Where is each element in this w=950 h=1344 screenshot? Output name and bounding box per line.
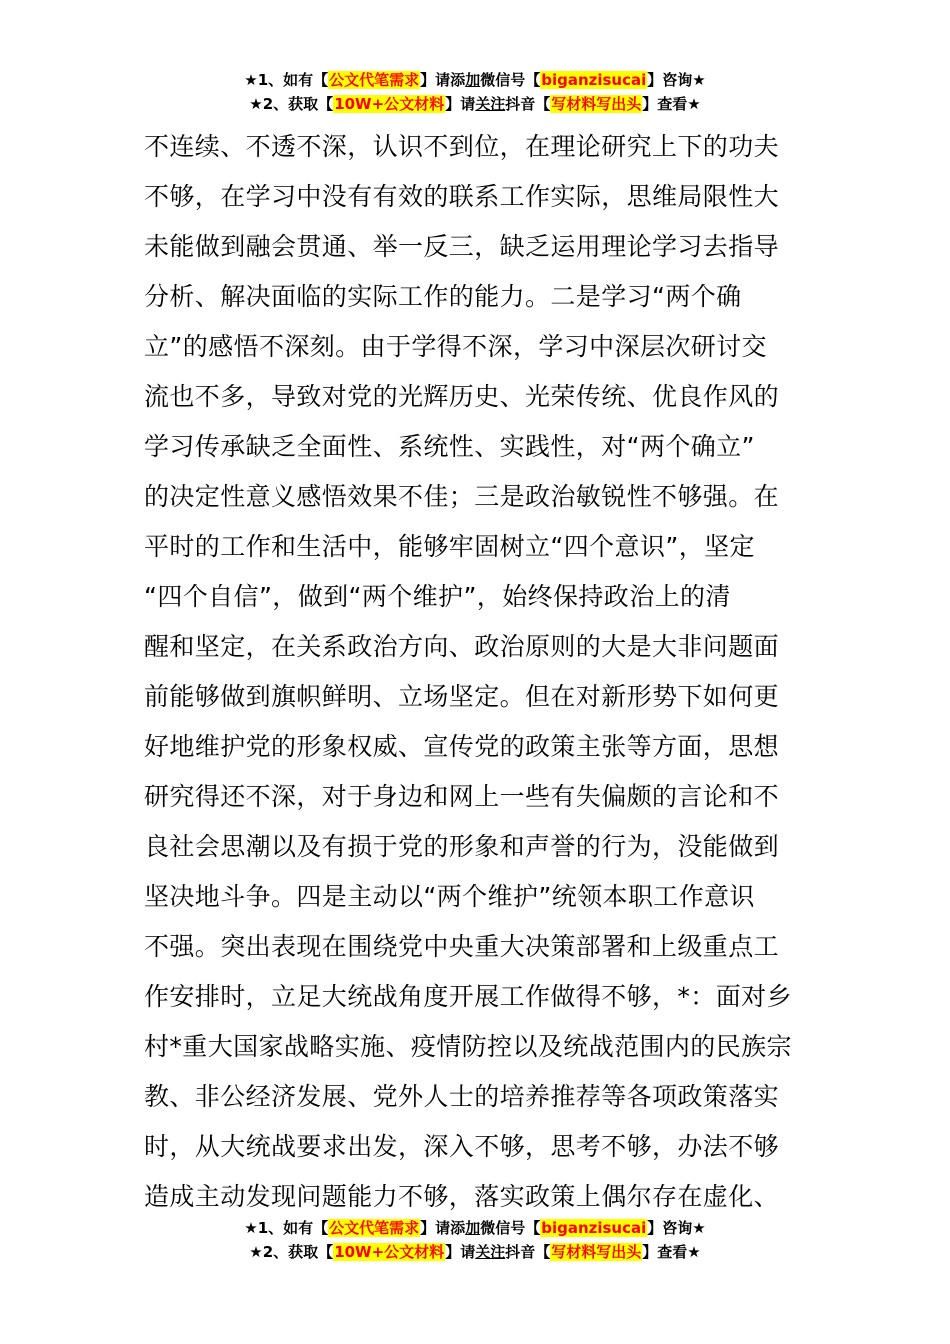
text-line: 良社会思潮以及有损于党的形象和声誉的行为，没能做到	[144, 832, 780, 861]
text-line: 不够，在学习中没有有效的联系工作实际，思维局限性大	[144, 182, 780, 211]
highlight-douyin-account: 写材料写出头	[551, 1243, 642, 1261]
text-line: 作安排时，立足大统战角度开展工作做得不够，*：面对乡	[144, 982, 792, 1011]
text-line: 造成主动发现问题能力不够，落实政策上偶尔存在虚化、	[144, 1182, 780, 1211]
highlight-wechat-id: biganzisucai	[541, 1219, 647, 1237]
highlight-materials: 10W+公文材料	[334, 95, 445, 113]
text-line: 时，从大统战要求出发，深入不够，思考不够，办法不够	[144, 1132, 780, 1161]
text-line: 坚决地斗争。四是主动以“两个维护”统领本职工作意识	[144, 882, 755, 911]
highlight-materials: 10W+公文材料	[334, 1243, 445, 1261]
text-line: 分析、解决面临的实际工作的能力。二是学习“两个确	[144, 282, 742, 311]
banner-line-1: ★1、如有【公文代笔需求】请添加微信号【biganzisucai】咨询★	[244, 71, 706, 89]
text-line: 流也不多，导致对党的光辉历史、光荣传统、优良作风的	[144, 382, 780, 411]
text-line: 好地维护党的形象权威、宣传党的政策主张等方面，思想	[144, 732, 780, 761]
text-line: “四个自信”，做到“两个维护”，始终保持政治上的清	[144, 582, 731, 611]
text-line: 研究得还不深，对于身边和网上一些有失偏颇的言论和不	[144, 782, 780, 811]
banner-line-1: ★1、如有【公文代笔需求】请添加微信号【biganzisucai】咨询★	[244, 1219, 706, 1237]
body-paragraph	[144, 122, 808, 1222]
text-line: 的决定性意义感悟效果不佳；三是政治敏锐性不够强。在	[144, 482, 780, 511]
text-line: 不强。突出表现在围绕党中央重大决策部署和上级重点工	[144, 932, 780, 961]
banner-line-2: ★2、获取【10W+公文材料】请关注抖音【写材料写出头】查看★	[249, 1243, 701, 1261]
highlight-wechat-id: biganzisucai	[541, 71, 647, 89]
text-line: 学习传承缺乏全面性、系统性、实践性，对“两个确立”	[144, 432, 755, 461]
highlight-service: 公文代笔需求	[329, 71, 420, 89]
text-line: 村*重大国家战略实施、疫情防控以及统战范围内的民族宗	[144, 1032, 792, 1061]
text-line: 醒和坚定，在关系政治方向、政治原则的大是大非问题面	[144, 632, 780, 661]
text-line: 不连续、不透不深，认识不到位，在理论研究上下的功夫	[144, 132, 780, 161]
banner-line-2: ★2、获取【10W+公文材料】请关注抖音【写材料写出头】查看★	[249, 95, 701, 113]
text-line: 教、非公经济发展、党外人士的培养推荐等各项政策落实	[144, 1082, 780, 1111]
text-line: 前能够做到旗帜鲜明、立场坚定。但在对新形势下如何更	[144, 682, 780, 711]
footer-banner	[0, 1216, 950, 1264]
text-line: 平时的工作和生活中，能够牢固树立“四个意识”，坚定	[144, 532, 755, 561]
highlight-douyin-account: 写材料写出头	[551, 95, 642, 113]
highlight-service: 公文代笔需求	[329, 1219, 420, 1237]
header-banner	[0, 68, 950, 116]
text-line: 立”的感悟不深刻。由于学得不深，学习中深层次研讨交	[144, 332, 767, 361]
text-line: 未能做到融会贯通、举一反三，缺乏运用理论学习去指导	[144, 232, 780, 261]
